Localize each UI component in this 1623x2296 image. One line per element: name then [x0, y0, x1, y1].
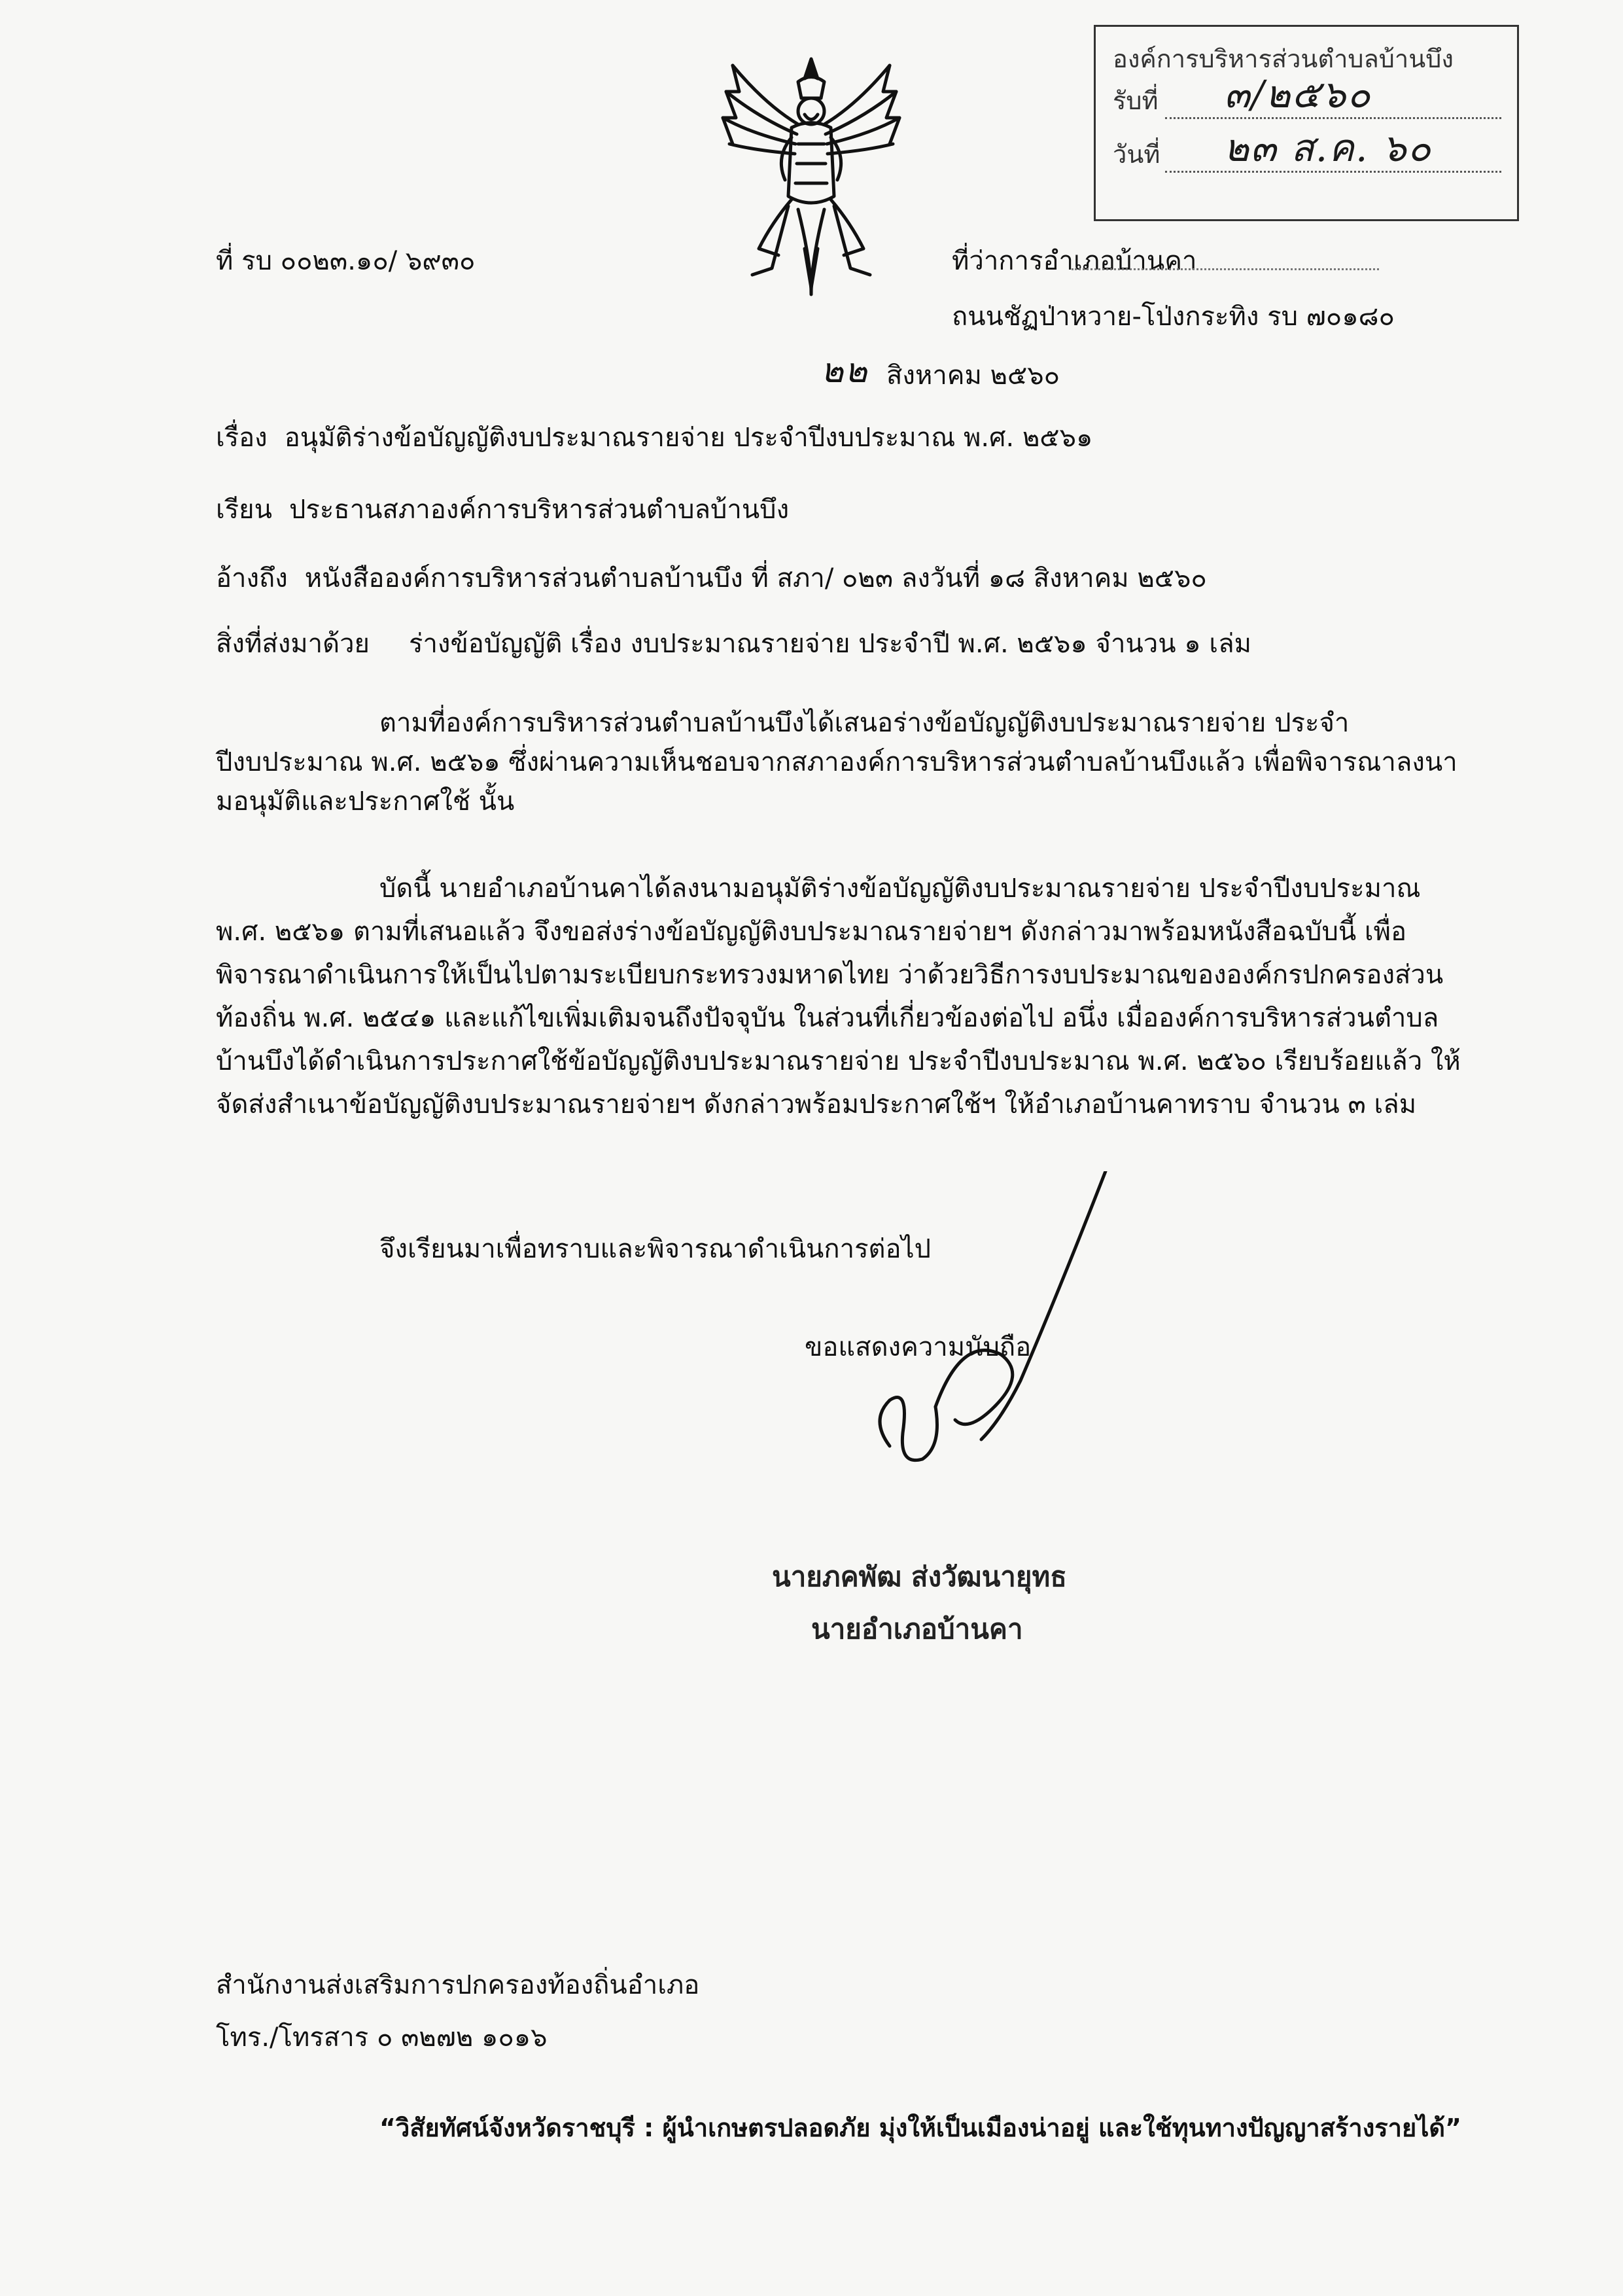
stamp-org: องค์การบริหารส่วนตำบลบ้านบึง [1113, 44, 1454, 73]
footer-slogan: “วิสัยทัศน์จังหวัดราชบุรี : ผู้นำเกษตรปลอดภัย มุ่งให้เป็นเมืองน่าอยู่ และใช้ทุนทางปัญญาสร้างรายได้” [379, 2113, 1462, 2142]
body-paragraph-3: จึงเรียนมาเพื่อทราบและพิจารณาดำเนินการต่อไป [379, 1234, 932, 1264]
reference-line [216, 559, 1207, 597]
footer-phone: โทร./โทรสาร ๐ ๓๒๗๒ ๑๐๑๖ [216, 2022, 548, 2053]
enclosure-label: สิ่งที่ส่งมาด้วย [216, 629, 370, 659]
signer-name: นายภคพัฒ ส่งวัฒนายุทธ [772, 1561, 1067, 1593]
date-month-year: สิงหาคม ๒๕๖๐ [886, 361, 1060, 391]
body-paragraph-2: บัดนี้ นายอำเภอบ้านคาได้ลงนามอนุมัติร่างข้อบัญญัติงบประมาณรายจ่าย ประจำปีงบประมาณ พ.ศ. ๒๕๖๑ ตามที่เสนอแล้ว จึงขอส่งร่างข้อบัญญัติงบประมาณรายจ่ายฯ ดังกล่าวมาพร้อมหนังสือฉบับนี้ เพื่อพิจารณาดำเนินการให้เป็นไปตามระเบียบกระทรวงมหาดไทย ว่าด้วยวิธีการงบประมาณขององค์กรปกครองส่วนท้องถิ่น พ.ศ. ๒๕๔๑ และแก้ไขเพิ่มเติมจนถึงปัจจุบัน ในส่วนที่เกี่ยวข้องต่อไป อนึ่ง เมื่อองค์การบริหารส่วนตำบลบ้านบึงได้ดำเนินการประกาศใช้ข้อบัญญัติงบประมาณรายจ่าย ประจำปีงบประมาณ พ.ศ. ๒๕๖๐ เรียบร้อยแล้ว ให้จัดส่งสำเนาข้อบัญญัติงบประมาณรายจ่ายฯ ดังกล่าวพร้อมประกาศใช้ฯ ให้อำเภอบ้านคาทราบ จำนวน ๓ เล่ม [216, 874, 1461, 1120]
reference-text: หนังสือองค์การบริหารส่วนตำบลบ้านบึง ที่ สภา/ ๐๒๓ ลงวันที่ ๑๘ สิงหาคม ๒๕๖๐ [304, 563, 1207, 593]
stamp-date-value: ๒๓ ส.ค. ๖๐ [1224, 126, 1433, 170]
body-paragraph-1: ตามที่องค์การบริหารส่วนตำบลบ้านบึงได้เสนอร่างข้อบัญญัติงบประมาณรายจ่าย ประจำปีงบประมาณ พ.ศ. ๒๕๖๑ ซึ่งผ่านความเห็นชอบจากสภาองค์การบริหารส่วนตำบลบ้านบึงแล้ว เพื่อพิจารณาลงนามอนุมัติและประกาศใช้ นั้น [216, 708, 1457, 817]
signature-icon [850, 1171, 1112, 1511]
closing-regards: ขอแสดงความนับถือ [805, 1332, 1032, 1362]
subject-label: เรื่อง [216, 423, 268, 453]
receipt-stamp [1094, 25, 1519, 221]
stamp-received-label: รับที่ [1113, 86, 1159, 115]
footer-department: สำนักงานส่งเสริมการปกครองท้องถิ่นอำเภอ [216, 1970, 700, 2000]
stamp-date-row [1113, 126, 1501, 185]
doc-number: ที่ รบ ๐๐๒๓.๑๐/ ๖๙๓๐ [216, 246, 476, 276]
office-dotted-line [1072, 268, 1379, 270]
to-text: ประธานสภาองค์การบริหารส่วนตำบลบ้านบึง [288, 495, 790, 525]
reference-label: อ้างถึง [216, 563, 288, 593]
enclosure-text: ร่างข้อบัญญัติ เรื่อง งบประมาณรายจ่าย ประจำปี พ.ศ. ๒๕๖๑ จำนวน ๑ เล่ม [408, 629, 1251, 659]
enclosure-line [216, 625, 1251, 663]
subject-line [216, 419, 1092, 457]
stamp-date-label: วันที่ [1113, 140, 1161, 169]
office-address: ถนนชัฏป่าหวาย-โป่งกระทิง รบ ๗๐๑๘๐ [952, 302, 1395, 332]
signer-title: นายอำเภอบ้านคา [811, 1613, 1023, 1645]
office-name: ที่ว่าการอำเภอบ้านคา [952, 246, 1197, 276]
garuda-emblem-icon [713, 52, 909, 301]
date-day: ๒๒ [821, 351, 869, 391]
stamp-received-value: ๓/๒๕๖๐ [1224, 72, 1372, 116]
to-line [216, 491, 789, 529]
subject-text: อนุมัติร่างข้อบัญญัติงบประมาณรายจ่าย ประจำปีงบประมาณ พ.ศ. ๒๕๖๑ [284, 423, 1093, 453]
to-label: เรียน [216, 495, 272, 525]
